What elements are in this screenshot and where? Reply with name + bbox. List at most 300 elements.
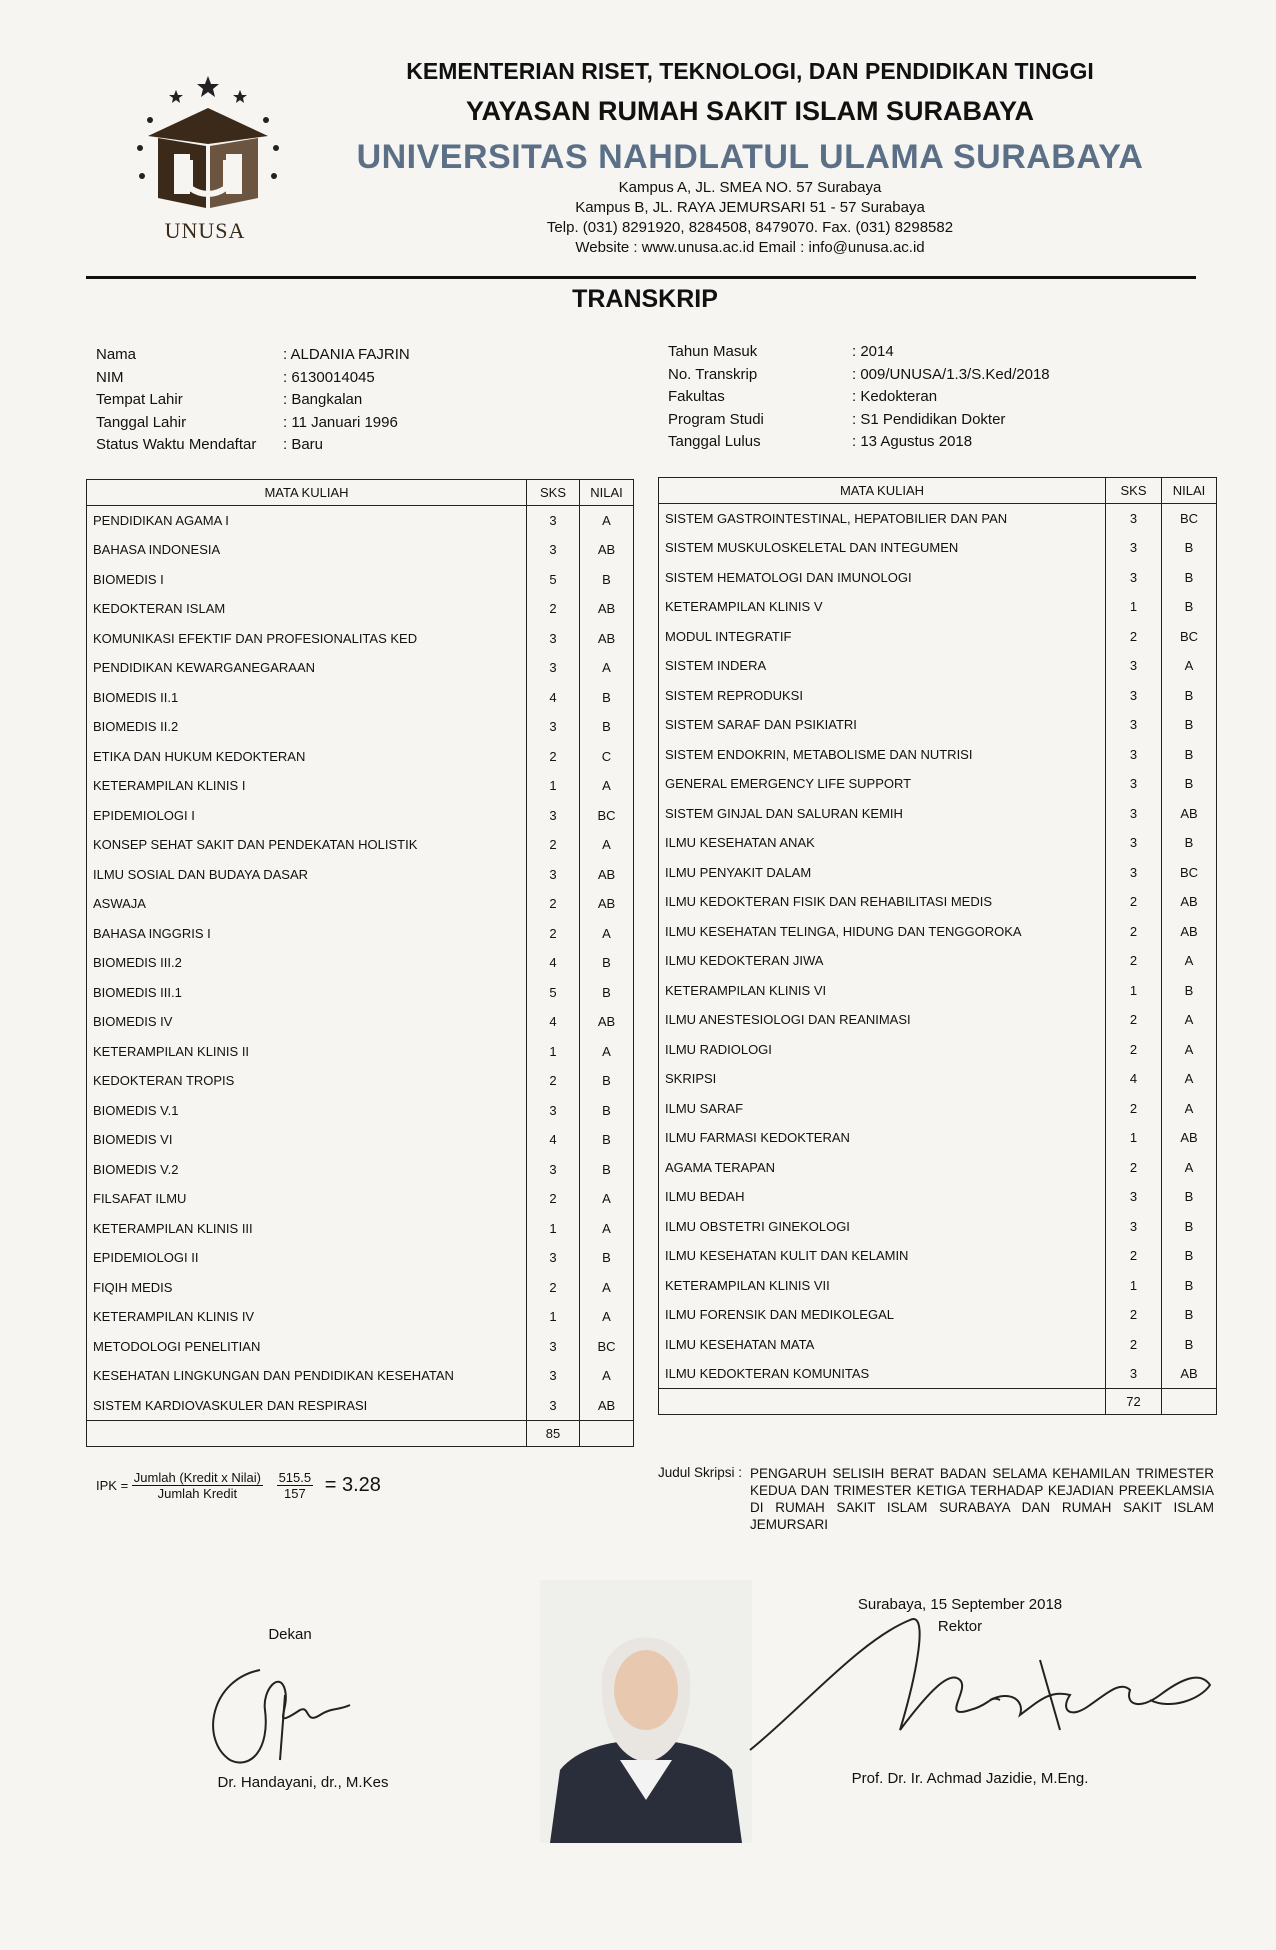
thesis-title [658,1465,1214,1533]
course-sks: 2 [527,1273,580,1303]
table-row [87,1037,634,1067]
course-name: KEDOKTERAN TROPIS [87,1066,527,1096]
course-grade: A [580,830,634,860]
info-row [668,366,1050,389]
table-row [87,1332,634,1362]
course-grade: B [1162,828,1217,858]
table-row [659,1153,1217,1183]
total-row [87,1420,634,1446]
table-row [87,860,634,890]
course-sks: 1 [1106,592,1162,622]
course-grade: AB [1162,1123,1217,1153]
course-name: ILMU ANESTESIOLOGI DAN REANIMASI [659,1005,1106,1035]
course-sks: 3 [527,801,580,831]
dean-signature [190,1650,370,1780]
course-sks: 3 [1106,1212,1162,1242]
course-grade: A [580,653,634,683]
course-grade: B [580,1155,634,1185]
course-sks: 2 [1106,946,1162,976]
course-name: SISTEM ENDOKRIN, METABOLISME DAN NUTRISI [659,740,1106,770]
course-grade: B [1162,1330,1217,1360]
course-grade: AB [580,1007,634,1037]
course-name: BIOMEDIS III.1 [87,978,527,1008]
table-row [659,1123,1217,1153]
course-name: FILSAFAT ILMU [87,1184,527,1214]
table-row [659,799,1217,829]
table-row [87,594,634,624]
course-sks: 4 [527,948,580,978]
info-row [96,346,410,369]
course-name: ILMU BEDAH [659,1182,1106,1212]
course-grade: A [580,1037,634,1067]
course-sks: 3 [1106,828,1162,858]
phone-line: Telp. (031) 8291920, 8284508, 8479070. Fax. (031) 8298582 [546,219,954,236]
course-sks: 1 [527,1037,580,1067]
course-sks: 3 [527,712,580,742]
table-row [659,976,1217,1006]
course-sks: 3 [527,535,580,565]
col-grade: NILAI [1162,478,1217,504]
course-sks: 3 [527,624,580,654]
info-label: Fakultas [668,388,725,405]
table-row [87,1391,634,1421]
course-grade: AB [1162,887,1217,917]
table-row [87,1243,634,1273]
course-grade: B [580,948,634,978]
course-sks: 2 [527,830,580,860]
info-row [668,411,1050,434]
table-row [659,1300,1217,1330]
table-row [87,506,634,536]
course-name: ILMU SARAF [659,1094,1106,1124]
course-grade: BC [580,801,634,831]
course-sks: 3 [1106,799,1162,829]
course-grade: A [580,771,634,801]
table-row [659,681,1217,711]
table-row [87,771,634,801]
table-row [87,742,634,772]
course-grade: BC [1162,504,1217,534]
student-photo-image [540,1580,752,1843]
course-name: KESEHATAN LINGKUNGAN DAN PENDIDIKAN KESEHATAN [87,1361,527,1391]
dean-title: Dekan [268,1626,312,1643]
course-grade: A [1162,1153,1217,1183]
course-name: ILMU KEDOKTERAN KOMUNITAS [659,1359,1106,1389]
course-name: BAHASA INDONESIA [87,535,527,565]
table-row [87,1361,634,1391]
course-sks: 5 [527,565,580,595]
table-row [659,828,1217,858]
table-row [87,919,634,949]
ipk-result: = 3.28 [324,1474,381,1496]
table-row [659,1035,1217,1065]
course-grade: A [1162,1005,1217,1035]
course-sks: 3 [1106,533,1162,563]
university-name: UNIVERSITAS NAHDLATUL ULAMA SURABAYA [356,138,1144,176]
col-course: MATA KULIAH [87,480,527,506]
info-row [96,391,410,414]
table-row [87,1302,634,1332]
student-info-left [96,346,410,459]
course-grade: A [580,1214,634,1244]
table-row [659,1182,1217,1212]
course-grade: B [1162,976,1217,1006]
course-name: KETERAMPILAN KLINIS VI [659,976,1106,1006]
table-row [659,1094,1217,1124]
table-row [659,1271,1217,1301]
info-row [96,436,410,459]
course-name: MODUL INTEGRATIF [659,622,1106,652]
course-name: BIOMEDIS II.2 [87,712,527,742]
info-label: Tahun Masuk [668,343,758,360]
course-sks: 1 [1106,1123,1162,1153]
course-name: KETERAMPILAN KLINIS III [87,1214,527,1244]
course-grade: A [580,1302,634,1332]
logo-text: UNUSA [164,218,246,243]
table-row [87,624,634,654]
course-grade: B [1162,769,1217,799]
table-row [87,1066,634,1096]
course-sks: 2 [1106,887,1162,917]
info-label: Tanggal Lulus [668,433,761,450]
total-spacer [659,1389,1106,1415]
course-grade: A [580,1273,634,1303]
course-grade: AB [1162,1359,1217,1389]
course-grade: B [580,1243,634,1273]
table-row [87,889,634,919]
document-title: TRANSKRIP [572,285,718,313]
thesis-value: PENGARUH SELISIH BERAT BADAN SELAMA KEHAMILAN TRIMESTER KEDUA DAN TRIMESTER KETIGA TERHADAP KEJADIAN PREEKLAMSIA DI RUMAH SAKIT ISLAM SURABAYA DAN RUMAH SAKIT ISLAM JEMURSARI [750,1466,1214,1532]
course-name: ILMU KEDOKTERAN FISIK DAN REHABILITASI MEDIS [659,887,1106,917]
info-value: : 009/UNUSA/1.3/S.Ked/2018 [852,365,1050,383]
course-grade: A [580,506,634,536]
course-sks: 2 [1106,1300,1162,1330]
table-row [659,563,1217,593]
course-sks: 2 [527,742,580,772]
course-grade: B [580,683,634,713]
course-name: BIOMEDIS I [87,565,527,595]
course-name: SISTEM GASTROINTESTINAL, HEPATOBILIER DAN PAN [659,504,1106,534]
info-row [668,343,1050,366]
course-name: SISTEM SARAF DAN PSIKIATRI [659,710,1106,740]
info-row [96,414,410,437]
course-name: ILMU SOSIAL DAN BUDAYA DASAR [87,860,527,890]
course-name: ILMU KESEHATAN KULIT DAN KELAMIN [659,1241,1106,1271]
course-sks: 3 [527,1391,580,1421]
course-sks: 2 [527,1184,580,1214]
course-name: FIQIH MEDIS [87,1273,527,1303]
course-name: GENERAL EMERGENCY LIFE SUPPORT [659,769,1106,799]
course-name: ILMU RADIOLOGI [659,1035,1106,1065]
table-row [659,1005,1217,1035]
course-name: SISTEM HEMATOLOGI DAN IMUNOLOGI [659,563,1106,593]
course-name: KONSEP SEHAT SAKIT DAN PENDEKATAN HOLISTIK [87,830,527,860]
course-sks: 4 [1106,1064,1162,1094]
info-value: : S1 Pendidikan Dokter [852,410,1006,428]
course-grade: B [1162,533,1217,563]
course-grade: AB [1162,917,1217,947]
total-sks: 72 [1106,1389,1162,1415]
table-row [659,917,1217,947]
total-grade-cell [1162,1389,1217,1415]
table-row [659,1241,1217,1271]
course-sks: 2 [527,594,580,624]
course-name: ILMU KEDOKTERAN JIWA [659,946,1106,976]
address-block [300,178,1200,258]
course-grade: B [1162,1241,1217,1271]
course-name: ILMU FARMASI KEDOKTERAN [659,1123,1106,1153]
course-name: KETERAMPILAN KLINIS I [87,771,527,801]
course-name: ILMU KESEHATAN TELINGA, HIDUNG DAN TENGGOROKA [659,917,1106,947]
info-value: : Kedokteran [852,388,938,405]
table-row [87,1273,634,1303]
course-sks: 2 [1106,1241,1162,1271]
course-grade: AB [580,1391,634,1421]
course-sks: 4 [527,683,580,713]
info-label: Program Studi [668,410,764,428]
course-grade: AB [580,594,634,624]
course-sks: 1 [527,771,580,801]
course-name: ASWAJA [87,889,527,919]
course-name: ETIKA DAN HUKUM KEDOKTERAN [87,742,527,772]
course-sks: 5 [527,978,580,1008]
course-grade: B [580,1066,634,1096]
place-date: Surabaya, 15 September 2018 [857,1596,1063,1613]
course-sks: 3 [1106,740,1162,770]
course-name: ILMU PENYAKIT DALAM [659,858,1106,888]
info-value: : 11 Januari 1996 [283,413,398,431]
course-grade: BC [1162,622,1217,652]
course-name: ILMU KESEHATAN ANAK [659,828,1106,858]
table-row [87,565,634,595]
table-row [87,1155,634,1185]
rector-title: Rektor [937,1618,983,1635]
table-row [659,1212,1217,1242]
course-sks: 3 [1106,563,1162,593]
course-name: BIOMEDIS V.2 [87,1155,527,1185]
col-grade: NILAI [580,480,634,506]
total-grade-cell [580,1420,634,1446]
course-sks: 3 [527,1332,580,1362]
table-row [87,535,634,565]
course-name: BIOMEDIS V.1 [87,1096,527,1126]
course-name: KETERAMPILAN KLINIS II [87,1037,527,1067]
course-grade: C [580,742,634,772]
total-sks: 85 [527,1420,580,1446]
table-row [659,946,1217,976]
info-label: Nama [96,346,137,363]
course-grade: A [1162,946,1217,976]
course-sks: 3 [527,1096,580,1126]
foundation-name: YAYASAN RUMAH SAKIT ISLAM SURABAYA [465,96,1035,126]
table-row [659,504,1217,534]
table-row [659,592,1217,622]
thesis-label: Judul Skripsi : [658,1465,743,1480]
web-line: Website : www.unusa.ac.id Email : info@unusa.ac.id [575,239,925,256]
course-grade: B [1162,1300,1217,1330]
col-sks: SKS [1106,478,1162,504]
info-row [668,433,1050,456]
info-row [668,388,1050,411]
course-grade: B [580,712,634,742]
course-grade: B [1162,740,1217,770]
table-row [87,1214,634,1244]
info-value: : Baru [283,436,324,453]
course-sks: 3 [1106,651,1162,681]
course-sks: 3 [527,1155,580,1185]
course-grade: BC [580,1332,634,1362]
course-grade: AB [580,624,634,654]
course-sks: 1 [1106,976,1162,1006]
course-name: EPIDEMIOLOGI I [87,801,527,831]
course-sks: 1 [527,1214,580,1244]
course-grade: A [1162,1094,1217,1124]
total-row [659,1389,1217,1415]
course-grade: B [580,978,634,1008]
grades-table-left [86,479,634,1447]
course-name: SISTEM REPRODUKSI [659,681,1106,711]
grades-table-right [658,477,1217,1415]
course-grade: B [1162,1271,1217,1301]
rector-name: Prof. Dr. Ir. Achmad Jazidie, M.Eng. [851,1770,1089,1787]
course-sks: 1 [1106,1271,1162,1301]
course-name: KETERAMPILAN KLINIS V [659,592,1106,622]
course-name: BIOMEDIS II.1 [87,683,527,713]
course-sks: 3 [527,506,580,536]
course-sks: 2 [1106,1153,1162,1183]
info-label: NIM [96,368,124,386]
course-sks: 2 [1106,1094,1162,1124]
table-row [87,801,634,831]
table-row [87,978,634,1008]
course-grade: B [1162,681,1217,711]
course-sks: 4 [527,1125,580,1155]
course-sks: 2 [1106,1035,1162,1065]
course-grade: B [580,1125,634,1155]
course-sks: 2 [1106,917,1162,947]
course-name: KETERAMPILAN KLINIS VII [659,1271,1106,1301]
course-name: ILMU KESEHATAN MATA [659,1330,1106,1360]
course-grade: BC [1162,858,1217,888]
course-grade: B [1162,1212,1217,1242]
info-row [96,369,410,392]
course-name: KETERAMPILAN KLINIS IV [87,1302,527,1332]
course-name: KEDOKTERAN ISLAM [87,594,527,624]
course-sks: 3 [527,860,580,890]
table-row [659,533,1217,563]
info-value: : 2014 [852,343,894,360]
ipk-label: IPK = [96,1478,129,1493]
ipk-fraction-words: $\frac{\text{Jumlah (Kredit x Nilai)}}{\text{Jumlah Kredit}}$ [133,1470,261,1501]
info-label: Tempat Lahir [96,391,183,408]
campus-b: Kampus B, JL. RAYA JEMURSARI 51 - 57 Surabaya [575,199,925,216]
table-row [87,712,634,742]
table-row [87,1184,634,1214]
student-info-right [668,343,1050,456]
course-grade: A [1162,1064,1217,1094]
table-row [87,830,634,860]
course-name: EPIDEMIOLOGI II [87,1243,527,1273]
info-label: No. Transkrip [668,365,758,383]
course-sks: 2 [1106,1005,1162,1035]
rector-signature [740,1600,1220,1770]
course-name: BIOMEDIS III.2 [87,948,527,978]
table-row [659,1330,1217,1360]
info-value: : Bangkalan [283,391,363,408]
col-sks: SKS [527,480,580,506]
course-name: PENDIDIKAN KEWARGANEGARAAN [87,653,527,683]
course-name: METODOLOGI PENELITIAN [87,1332,527,1362]
table-row [87,1096,634,1126]
table-row [87,653,634,683]
course-sks: 1 [527,1302,580,1332]
ministry-name: KEMENTERIAN RISET, TEKNOLOGI, DAN PENDIDIKAN TINGGI [406,58,1094,84]
table-row [659,887,1217,917]
course-name: AGAMA TERAPAN [659,1153,1106,1183]
course-sks: 3 [1106,858,1162,888]
course-grade: B [1162,710,1217,740]
dean-name: Dr. Handayani, dr., M.Kes [217,1774,389,1791]
course-name: KOMUNIKASI EFEKTIF DAN PROFESIONALITAS KED [87,624,527,654]
course-sks: 3 [1106,769,1162,799]
info-label: Status Waktu Mendaftar [96,436,257,453]
ipk-fraction-values: $\frac{515.5}{157}$ [278,1470,312,1501]
course-grade: AB [580,860,634,890]
course-grade: B [1162,1182,1217,1212]
course-grade: AB [580,535,634,565]
table-row [659,769,1217,799]
col-course: MATA KULIAH [659,478,1106,504]
info-value: : 6130014045 [283,368,375,386]
total-spacer [87,1420,527,1446]
course-name: ILMU OBSTETRI GINEKOLOGI [659,1212,1106,1242]
course-grade: A [580,919,634,949]
campus-a: Kampus A, JL. SMEA NO. 57 Surabaya [618,179,882,196]
course-grade: B [1162,592,1217,622]
table-row [659,710,1217,740]
course-grade: A [1162,1035,1217,1065]
course-sks: 3 [527,1243,580,1273]
course-sks: 3 [527,653,580,683]
course-name: SISTEM KARDIOVASKULER DAN RESPIRASI [87,1391,527,1421]
table-row [87,1007,634,1037]
course-grade: A [580,1361,634,1391]
course-name: SISTEM INDERA [659,651,1106,681]
course-sks: 2 [1106,1330,1162,1360]
course-sks: 2 [527,1066,580,1096]
course-name: SKRIPSI [659,1064,1106,1094]
info-value: : 13 Agustus 2018 [852,433,973,450]
course-grade: A [1162,651,1217,681]
table-row [87,683,634,713]
course-sks: 3 [1106,681,1162,711]
table-row [659,858,1217,888]
course-sks: 3 [1106,1359,1162,1389]
course-name: BIOMEDIS IV [87,1007,527,1037]
info-value: : ALDANIA FAJRIN [283,346,410,363]
course-grade: AB [580,889,634,919]
course-name: BAHASA INGGRIS I [87,919,527,949]
course-grade: B [580,565,634,595]
course-sks: 2 [1106,622,1162,652]
course-sks: 2 [527,919,580,949]
course-sks: 3 [1106,504,1162,534]
ipk-formula [96,1470,381,1501]
course-name: BIOMEDIS VI [87,1125,527,1155]
table-row [659,1359,1217,1389]
info-label: Tanggal Lahir [96,413,187,431]
course-grade: B [1162,563,1217,593]
